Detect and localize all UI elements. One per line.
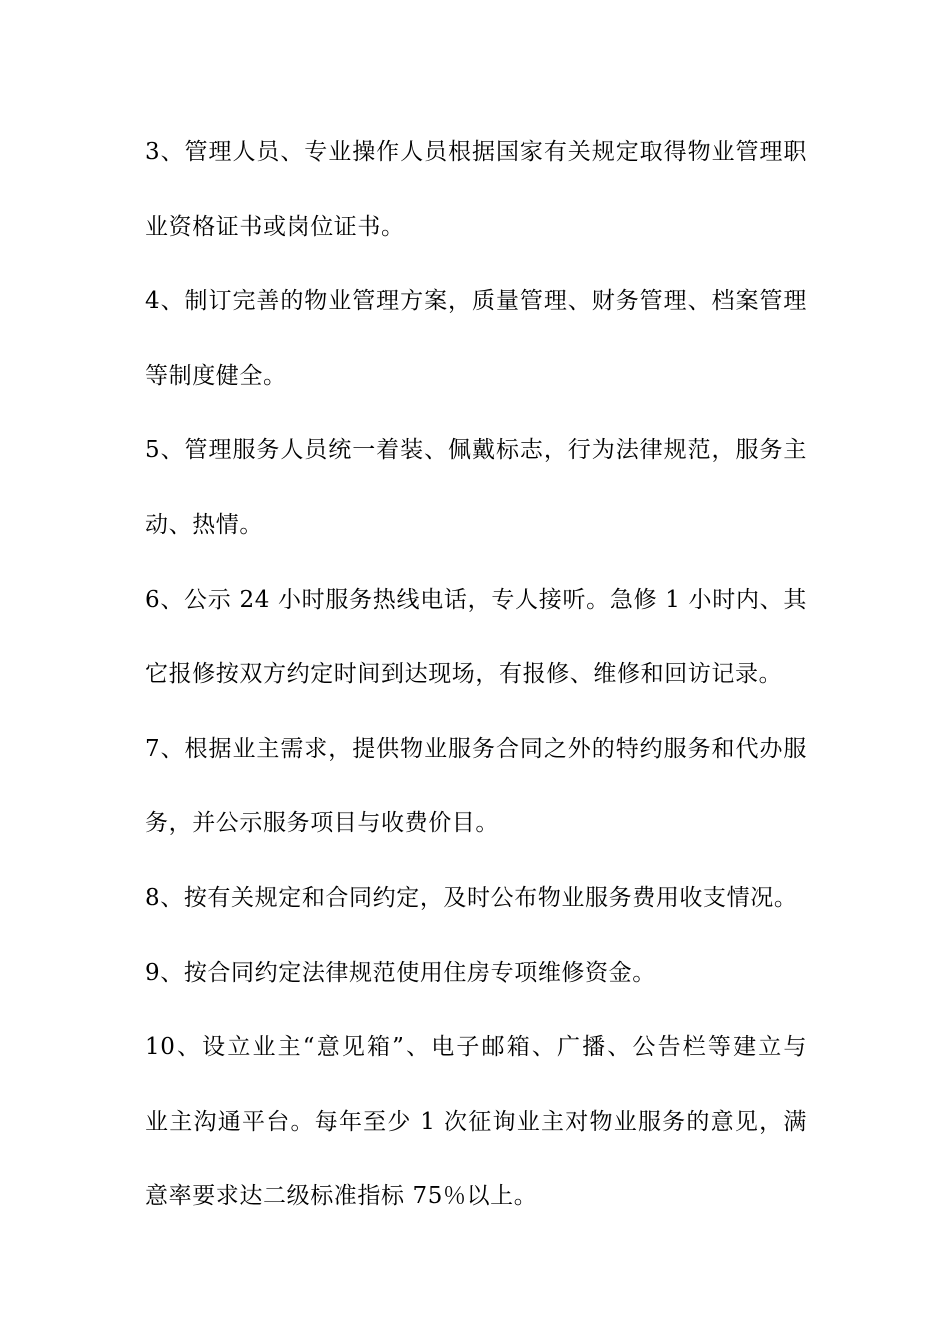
document-body (145, 128, 807, 1247)
item-9-line-1: 9、按合同约定法律规范使用住房专项维修资金。 (145, 959, 656, 986)
item-10-line-1: 10、设立业主“意见箱”、电子邮箱、广播、公告栏等建立与 (145, 1034, 807, 1061)
item-4-line-2: 等制度健全。 (145, 362, 287, 389)
item-7-line-1: 7、根据业主需求，提供物业服务合同之外的特约服务和代办服 (145, 735, 807, 762)
item-6-line-1: 6、公示 24 小时服务热线电话，专人接听。急修 1 小时内、其 (145, 586, 807, 613)
item-5-line-2: 动、热情。 (145, 511, 263, 538)
item-4-line-1: 4、制订完善的物业管理方案，质量管理、财务管理、档案管理 (145, 288, 807, 315)
item-10-line-3: 意率要求达二级标准指标 75％以上。 (145, 1183, 538, 1210)
item-8-line-1: 8、按有关规定和合同约定，及时公布物业服务费用收支情况。 (145, 884, 798, 911)
item-6-line-2: 它报修按双方约定时间到达现场，有报修、维修和回访记录。 (145, 661, 783, 688)
item-5-line-1: 5、管理服务人员统一着装、佩戴标志，行为法律规范，服务主 (145, 437, 807, 464)
item-10-line-2: 业主沟通平台。每年至少 1 次征询业主对物业服务的意见，满 (145, 1108, 807, 1135)
item-7-line-2: 务，并公示服务项目与收费价目。 (145, 810, 499, 837)
item-3-line-1: 3、管理人员、专业操作人员根据国家有关规定取得物业管理职 (145, 139, 807, 165)
item-3-line-2: 业资格证书或岗位证书。 (145, 213, 405, 240)
